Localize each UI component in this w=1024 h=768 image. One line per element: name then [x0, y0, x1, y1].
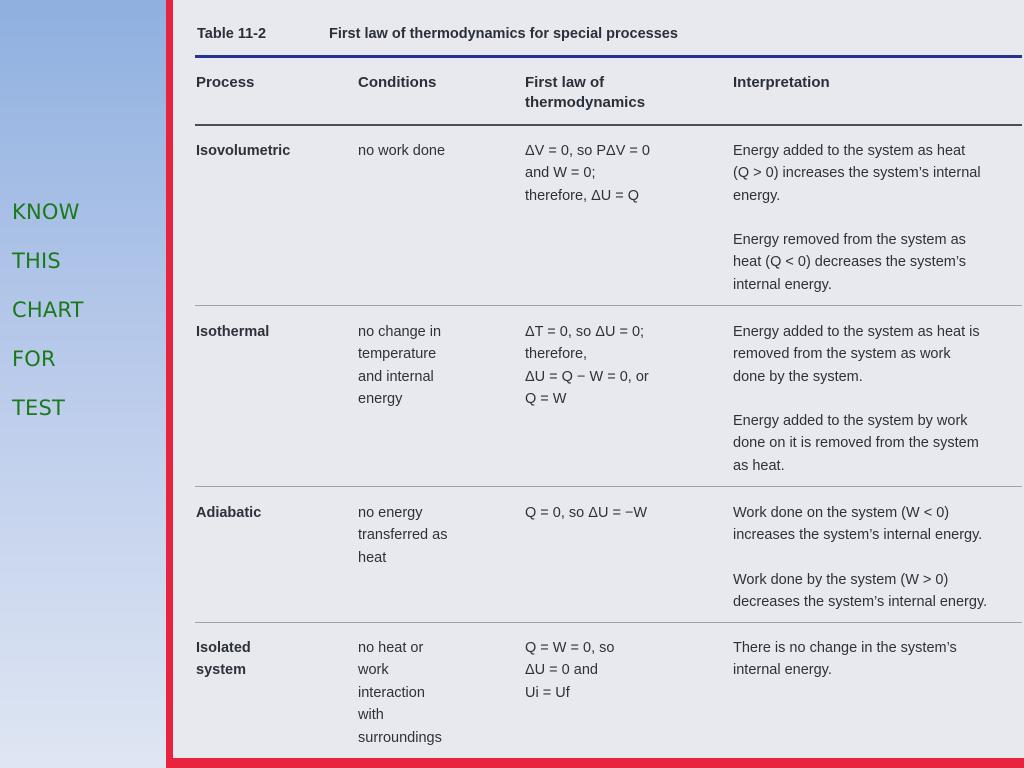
cell-line: system: [196, 662, 246, 679]
cell-line: no change in: [358, 324, 442, 340]
cell-line: removed from the system as work: [733, 346, 951, 363]
column-header-first-law: [525, 73, 645, 113]
row-conditions: [358, 321, 441, 411]
cell-line: as heat.: [733, 457, 785, 474]
cell-line: Energy added to the system as heat is: [733, 324, 980, 340]
row-conditions: [358, 502, 447, 569]
cell-line: Work done by the system (W > 0): [733, 572, 949, 588]
row-interpretation: [733, 502, 982, 547]
cell-line: heat (Q < 0) decreases the system’s: [733, 254, 967, 271]
cell-line: Ui = Uf: [525, 684, 570, 701]
cell-line: work: [358, 662, 389, 679]
row-interpretation: [733, 140, 981, 207]
row-process: [196, 637, 251, 682]
cell-line: surroundings: [358, 729, 442, 746]
cell-line: Energy added to the system by work: [733, 413, 968, 429]
row-conditions: [358, 637, 442, 749]
column-header-line: First law of: [525, 74, 605, 91]
cell-line: Isolated: [196, 640, 251, 656]
column-header-process: Process: [196, 74, 255, 91]
cell-line: transferred as: [358, 527, 448, 544]
row-divider: [195, 622, 1022, 623]
cell-line: energy: [358, 391, 403, 408]
cell-line: no heat or: [358, 640, 424, 656]
table-header: [197, 26, 1022, 46]
row-process: [196, 140, 290, 162]
cell-line: no work done: [358, 143, 446, 159]
row-process: [196, 502, 261, 524]
cell-line: interaction: [358, 684, 425, 701]
row-divider: [195, 486, 1022, 487]
cell-line: decreases the system’s internal energy.: [733, 594, 988, 611]
side-note-line: THIS: [12, 249, 61, 273]
side-note-line: CHART: [12, 298, 84, 322]
cell-line: increases the system’s internal energy.: [733, 527, 983, 544]
cell-line: and internal: [358, 368, 434, 385]
row-interpretation: [733, 637, 957, 682]
cell-line: internal energy.: [733, 662, 832, 679]
row-first-law: [525, 140, 650, 207]
header-rule: [195, 55, 1022, 58]
cell-line: energy.: [733, 187, 781, 204]
cell-line: Energy removed from the system as: [733, 232, 966, 248]
column-header-conditions: Conditions: [358, 74, 437, 91]
cell-line: ΔU = Q − W = 0, or: [525, 368, 649, 385]
row-interpretation: [733, 410, 979, 477]
side-note-line: TEST: [12, 396, 66, 420]
side-note-line: KNOW: [12, 200, 80, 224]
cell-line: ΔT = 0, so ΔU = 0;: [525, 324, 645, 340]
cell-line: with: [358, 707, 384, 724]
side-note: [12, 188, 162, 433]
row-interpretation: [733, 321, 980, 388]
side-note-line: FOR: [12, 347, 56, 371]
column-header-line: thermodynamics: [525, 94, 646, 111]
row-first-law: [525, 321, 649, 411]
cell-line: temperature: [358, 346, 437, 363]
cell-line: Q = 0, so ΔU = −W: [525, 505, 648, 521]
table-sheet: [173, 0, 1024, 758]
row-process: [196, 321, 269, 343]
cell-line: internal energy.: [733, 276, 832, 293]
cell-line: Work done on the system (W < 0): [733, 505, 950, 521]
cell-line: therefore,: [525, 346, 588, 363]
cell-line: heat: [358, 549, 387, 566]
cell-line: Adiabatic: [196, 505, 262, 521]
cell-line: therefore, ΔU = Q: [525, 187, 640, 204]
table-number: Table 11-2: [197, 26, 267, 42]
slide-frame: [166, 0, 1024, 768]
cell-line: Isothermal: [196, 324, 270, 340]
cell-line: Energy added to the system as heat: [733, 143, 966, 159]
row-interpretation: [733, 229, 966, 296]
cell-line: There is no change in the system’s: [733, 640, 957, 656]
cell-line: Q = W = 0, so: [525, 640, 615, 656]
table-title: First law of thermodynamics for special processes: [329, 26, 678, 42]
row-conditions: [358, 140, 445, 162]
cell-line: no energy: [358, 505, 423, 521]
cell-line: and W = 0;: [525, 165, 596, 182]
row-first-law: [525, 502, 647, 524]
cell-line: Isovolumetric: [196, 143, 291, 159]
row-first-law: [525, 637, 614, 704]
row-interpretation: [733, 569, 987, 614]
cell-line: done on it is removed from the system: [733, 435, 979, 452]
cell-line: done by the system.: [733, 368, 863, 385]
column-header-rule: [195, 124, 1022, 126]
cell-line: Q = W: [525, 391, 567, 408]
cell-line: ΔU = 0 and: [525, 662, 598, 679]
cell-line: ΔV = 0, so PΔV = 0: [525, 143, 650, 159]
row-divider: [195, 305, 1022, 306]
cell-line: (Q > 0) increases the system’s internal: [733, 165, 981, 182]
column-header-interpretation: Interpretation: [733, 74, 830, 91]
